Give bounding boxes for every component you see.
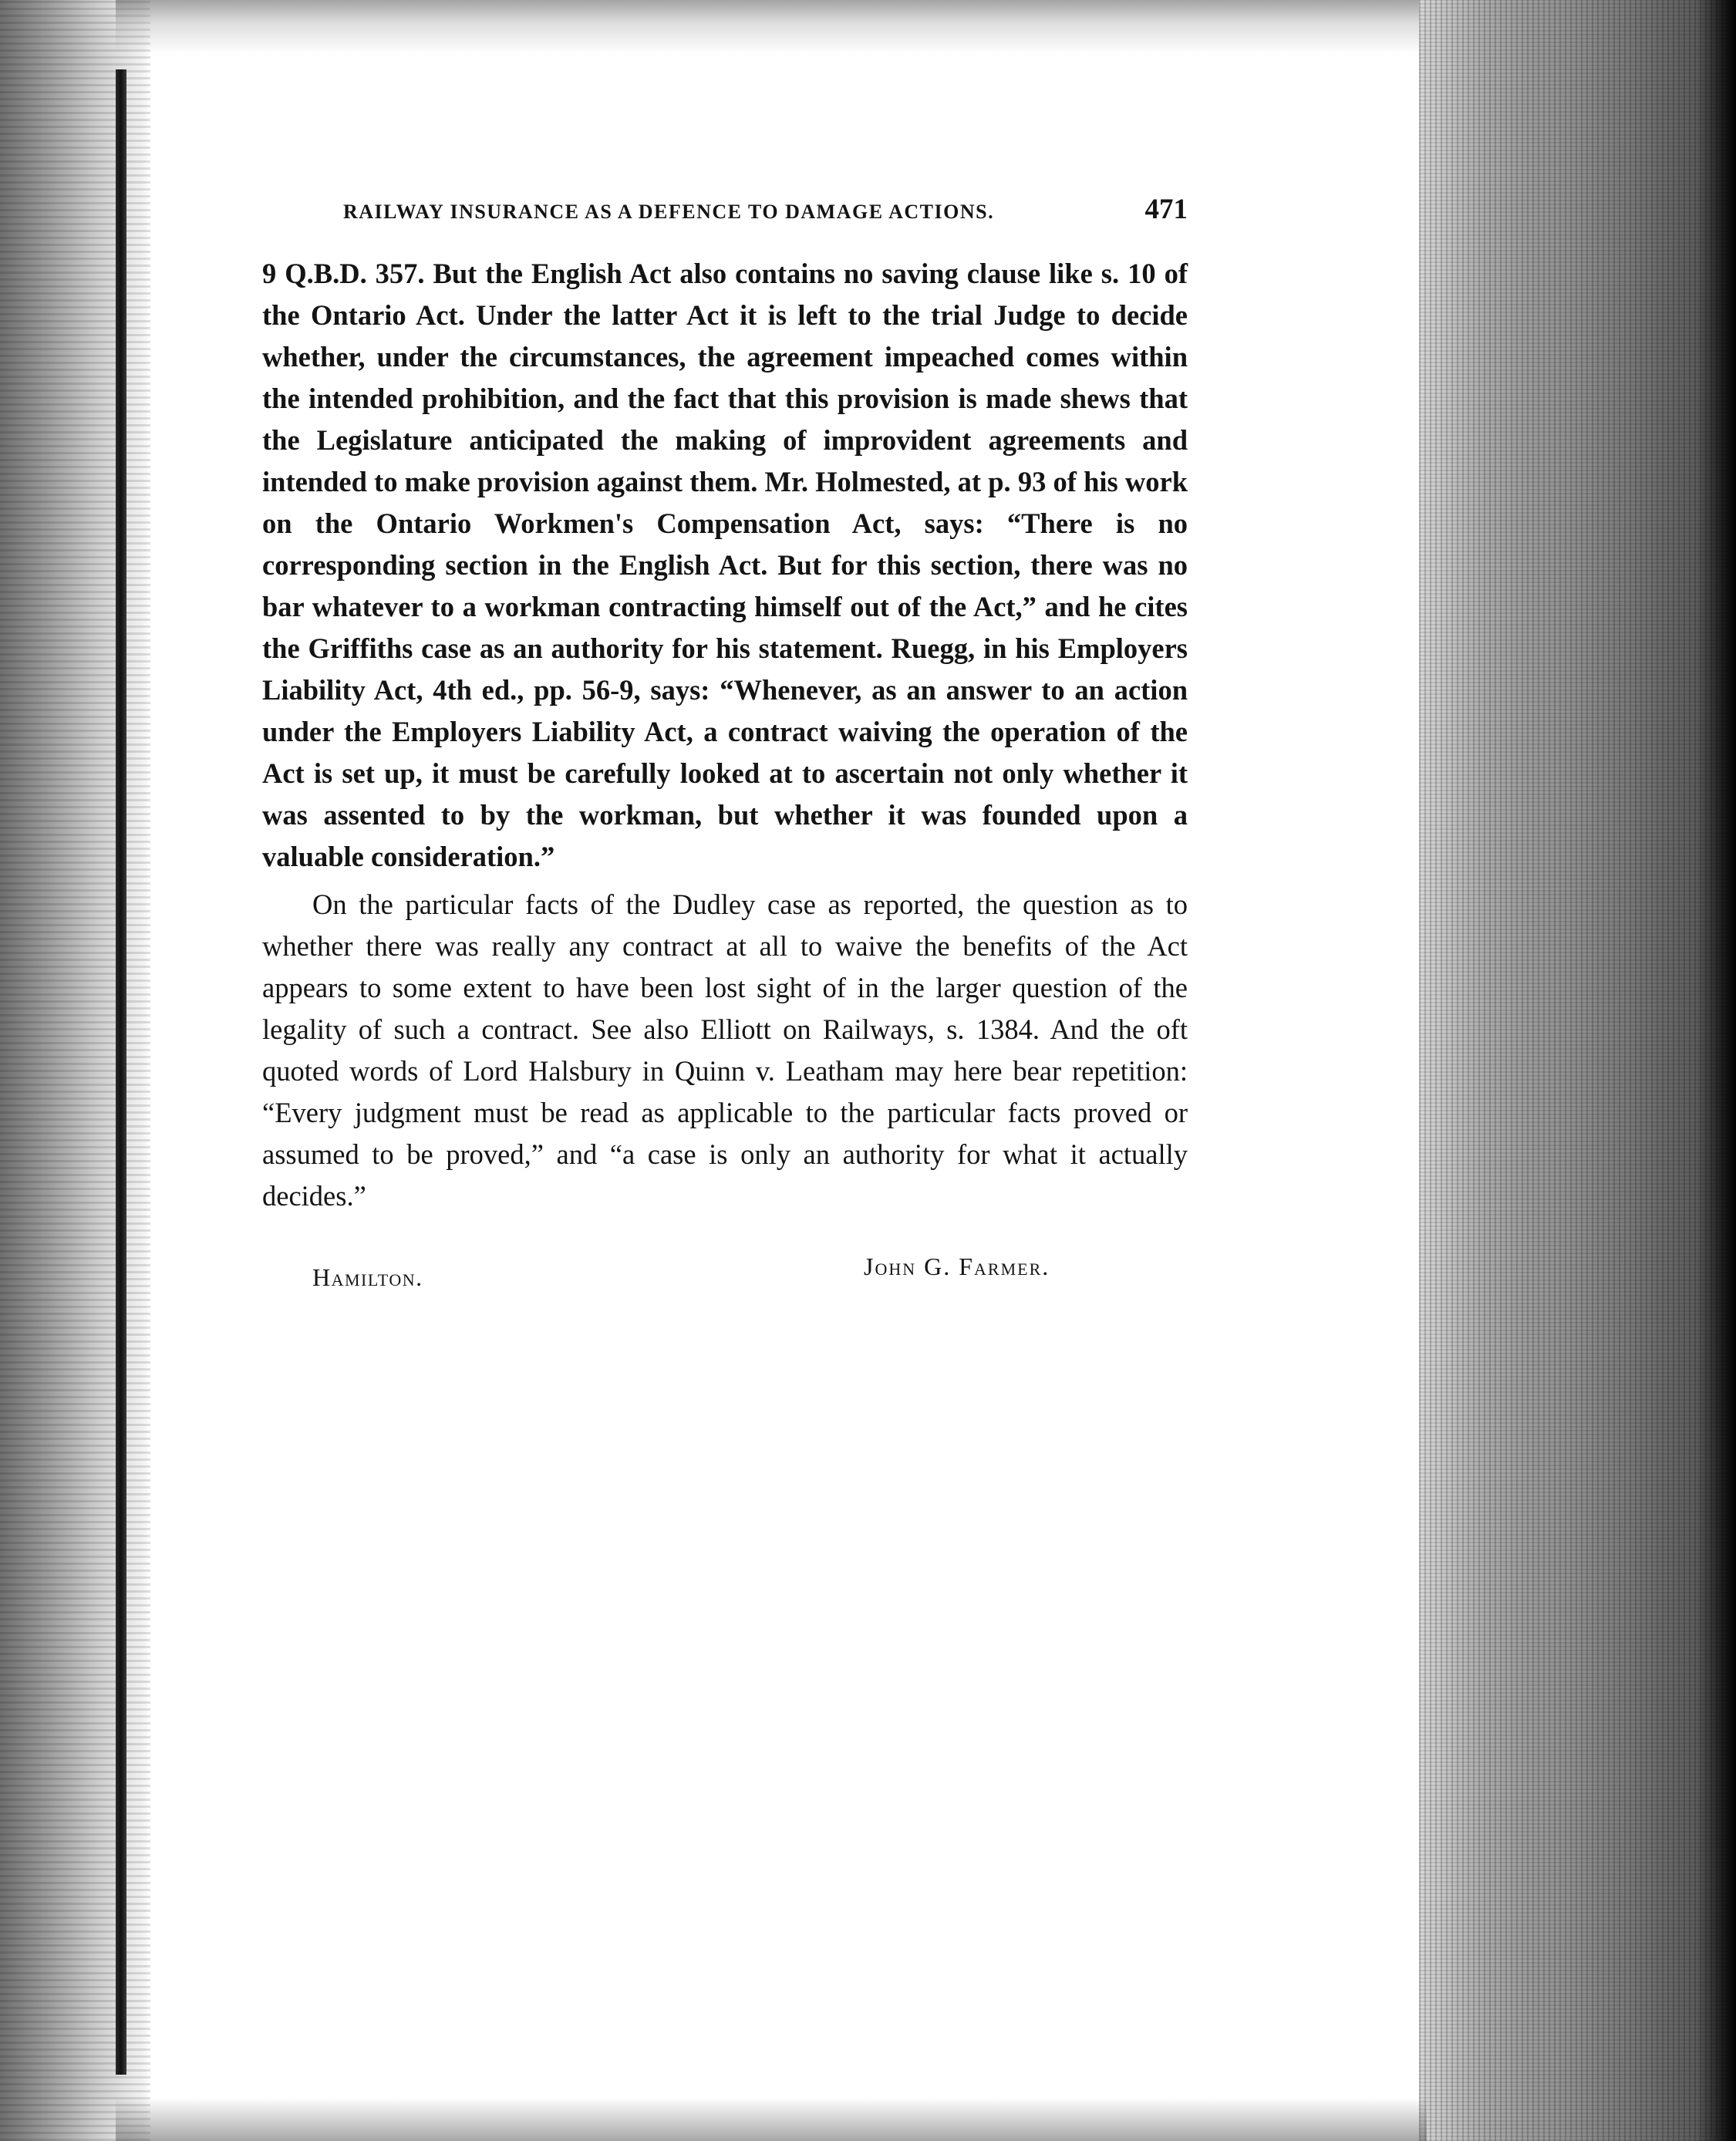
scan-right-margin [1419, 0, 1736, 2141]
scan-bottom-margin [116, 2098, 1427, 2141]
signature-author: John G. Farmer. [864, 1253, 1050, 1280]
scan-top-margin [116, 0, 1427, 54]
running-head [262, 193, 1188, 231]
running-title: RAILWAY INSURANCE AS A DEFENCE TO DAMAGE ACTIONS. [343, 201, 995, 223]
page-number: 471 [1144, 194, 1188, 225]
scan-binding-shadow [116, 69, 126, 2075]
signature-block [262, 1253, 1188, 1314]
book-page [262, 193, 1188, 1314]
body-text [262, 253, 1188, 1217]
paragraph-2: On the particular facts of the Dudley case as reported, the question as to whether there was really any contract at all to waive the benefits of the Act appears to some extent to have been lost sight of in the larger question of the legality of such a contract. See also Elliott on Railways, s. 1384. And the oft quoted words of Lord Halsbury in Quinn v. Leatham may here bear repetition: “Every judgment must be read as applicable to the particular facts proved or assumed to be proved,” and “a case is only an authority for what it actually decides.” [262, 888, 1188, 1212]
scan-left-margin [0, 0, 150, 2141]
signature-place: Hamilton. [312, 1263, 423, 1291]
paragraph-1: 9 Q.B.D. 357. But the English Act also contains no saving clause like s. 10 of the Ontario Act. Under the latter Act it is left to the trial Judge to decide whether, under the circumstances, the agreement impeached comes within the intended prohibition, and the fact that this provision is made shews that the Legislature anticipated the making of improvident agreements and intended to make provision against them. Mr. Holmested, at p. 93 of his work on the Ontario Workmen's Compensation Act, says: “There is no corresponding section in the English Act. But for this section, there was no bar whatever to a workman contracting himself out of the Act,” and he cites the Griffiths case as an authority for his statement. Ruegg, in his Employers Liability Act, 4th ed., pp. 56-9, says: “Whenever, as an answer to an action under the Employers Liability Act, a contract waiving the operation of the Act is set up, it must be carefully looked at to ascertain not only whether it was assented to by the workman, but whether it was founded upon a valuable consideration.” [262, 258, 1188, 872]
